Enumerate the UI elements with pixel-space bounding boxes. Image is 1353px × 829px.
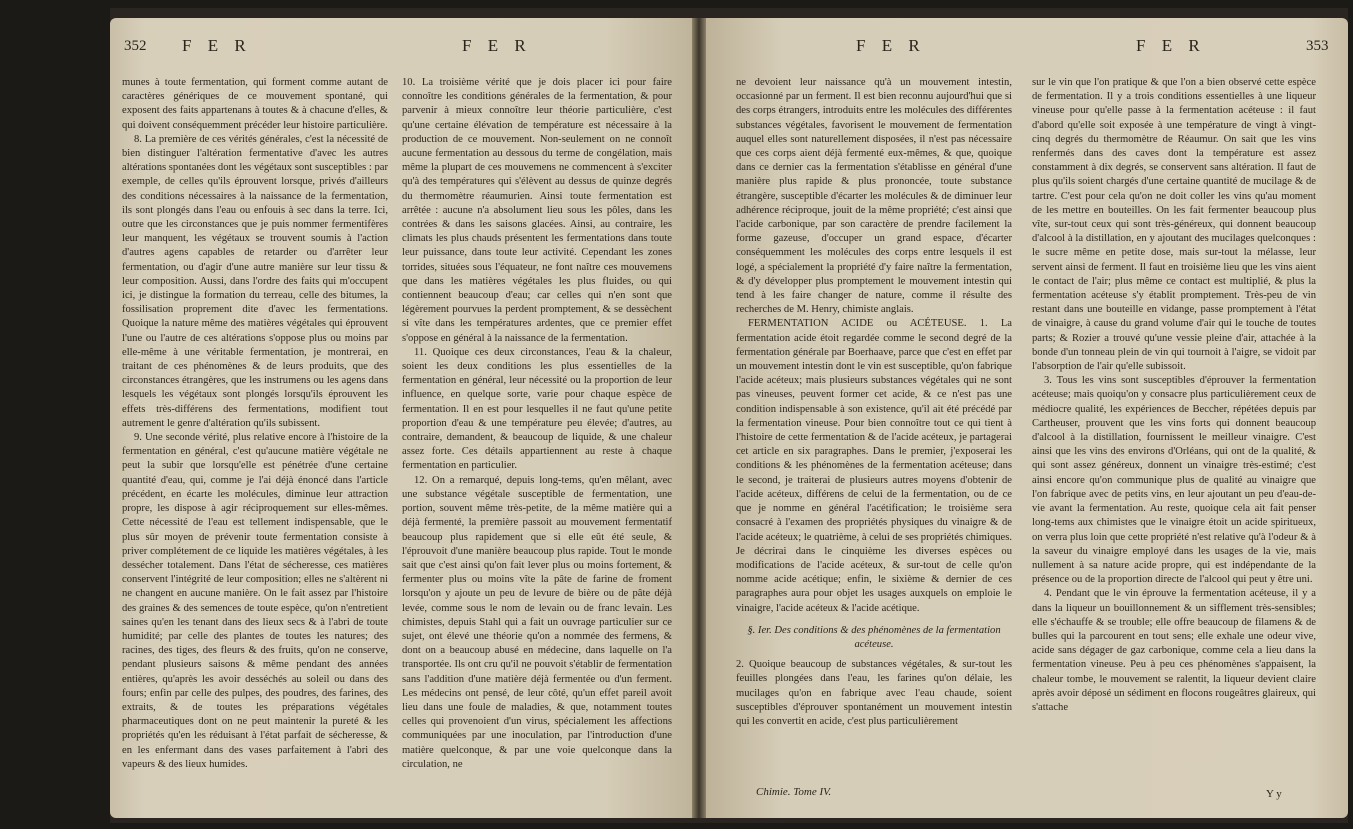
right-running-head-2: F E R [1136,36,1206,55]
paragraph: 2. Quoique beaucoup de substances végétales, & sur-tout les feuilles plongées dans l'eau, les farines qu'on délaie, les mucilages qu'on en fabrique avec l'eau chaude, soient susceptibles d'éprouver spontanément un mouvement intestin qui les convertit en acide, c'est plus particulièrement [736,659,1012,727]
left-running-head-2: F E R [462,36,532,55]
paragraph: sur le vin que l'on pratique & que l'on a bien observé cette espèce de fermentation. Il y a trois conditions essentielles à une liqueur vineuse pour qu'elle passe à la fermentation acéteuse : il faut d'abord qu'elle soit exposée à une température de vingt à vingt-cinq degrés du thermomètre de Réaumur. On sait que les vins renfermés dans des caves dont la température est assez constamment à dix degrés, se conservent sans altération. Il faut de plus qu'ils soient chargés d'une certaine quantité de mucilage & de tartre. C'est pour cela qu'on ne doit coller les vins qu'au moment de les mettre en bouteilles. On les fait fermenter beaucoup plus vîte, sur-tout ceux qui sont très-généreux, qui donnent beaucoup d'alcool à la distillation, en y ajoutant des mucilages quelconques : le sucre même en petite dose, mais sur-tout la mélasse, leur servent ainsi de ferment. Il faut en troisième lieu que les vins aient le contact de l'air; plus même ce contact est multiplié, & plus la fermentation acéteuse s'y établit promptement. Très-peu de vin restant dans une bouteille en vidange, passe promptement à l'état de vinaigre, à cause du grand volume d'air qui le touche de toutes parts; & Rozier a trouvé qu'une vessie pleine d'air, attachée à la bonde d'un tonneau plein de vin qui tournoit à l'aigre, se vidoit par l'absorption de l'air qu'elle subissoit. [1032,77,1316,373]
section-heading: §. Ier. Des conditions & des phénomènes de la fermentation acéteuse. [747,624,1001,650]
left-column-1 [122,76,388,776]
left-page [110,18,692,818]
left-page-number: 352 [124,38,147,54]
paragraph: munes à toute fermentation, qui forment comme autant de caractères génériques de ce mouvement spontané, qui exposent des faits appartenans à toutes & à chacune d'elles, & qui doivent conséquemment précéder leur histoire particulière. [122,77,388,131]
right-page [706,18,1348,818]
book-spread [110,8,1348,823]
paragraph: ne devoient leur naissance qu'à un mouvement intestin, occasionné par un ferment. Il est bien reconnu aujourd'hui que si des corps étrangers, introduits entre les molécules des différentes substances végétales, favorisent le mouvement de fermentation auquel elles sont naturellement disposées, il n'est pas nécessaire que ces corps aient déjà fermenté eux-mêmes, & que, quoique dans ce dernier cas la fermentation s'établisse en général d'une manière plus rapide & plus prononcée, toute substance étrangère, susceptible d'écarter les molécules & de diminuer leur adhérence réciproque, jouit de la même propriété; c'est ainsi que l'acide carbonique, par son caractère de prendre facilement la forme gazeuse, d'occuper un grand espace, d'écarter conséquemment les molécules des corps entre lesquels il est logé, a spécialement la propriété d'y faire naître la fermentation, & d'y développer plus promptement le mouvement intestin qui tend à les faire changer de nature, comme il résulte des recherches de M. Henry, chimiste anglais. [736,77,1012,316]
right-column-2 [1032,76,1316,776]
signature-mark: Y y [1266,788,1282,800]
paragraph: 12. On a remarqué, depuis long-tems, qu'en mêlant, avec une substance végétale susceptible de fermentation, une portion, souvent même très-petite, de la même matière qui a déjà fermenté, la première passoit au mouvement fermentatif beaucoup plus rapidement que si elle eût été seule, & l'éprouvoit d'une manière beaucoup plus rapide. Tout le monde sait que c'est ainsi qu'on fait lever plus ou moins fortement, & fermenter plus ou moins vîte la pâte de farine de froment lorsqu'on y ajoute un peu de levure de bière ou de pâte déjà levée, comme sous le nom de levain ou de franc levain. Les chimistes, depuis Stahl qui a fait un ouvrage particulier sur ce sujet, ont élevé une théorie qu'on a nommée des fermens, & dont on a beaucoup abusé en médecine, dans laquelle on l'a transportée. Ils ont cru qu'il ne pouvoit s'établir de fermentation sans l'addition d'une matière déjà fermentée ou d'un ferment. Les médecins ont pensé, de leur côté, qu'un effet pareil avoit lieu dans une foule de maladies, & que, notamment toutes celles qui provenoient d'un virus, spécialement les affections communiquées par une inoculation, par l'introduction d'une matière quelconque, & par une voie quelconque dans la circulation, ne [402,474,672,770]
paragraph: 4. Pendant que le vin éprouve la fermentation acéteuse, il y a dans la liqueur un bouillonnement & un sifflement très-sensibles; elle s'échauffe & se trouble; elle offre beaucoup de filamens & de bulles qui la parcourent en tout sens; elle exhale une odeur vive, acide sans dégager de gaz carbonique, comme cela a lieu dans la fermentation vineuse. Peu à peu ces phénomènes s'appaisent, la chaleur tombe, le mouvement se ralentit, la liqueur devient claire après avoir déposé un sédiment en flocons rougeâtres glaireux, qui s'attache [1032,588,1316,713]
page-footer: Chimie. Tome IV. [756,786,832,798]
paragraph: FERMENTATION ACIDE ou ACÉTEUSE. 1. La fermentation acide étoit regardée comme le second degré de la fermentation générale par Boerhaave, parce que c'est en effet par un mouvement intestin dont le vin est susceptible, qu'on fabrique l'acide acéteux; mais plusieurs substances végétales qui ne sont pas vineuses, peuvent former cet acide, & ce n'est pas une condition indispensable à son existence, qu'il ait été précédé par la fermentation vineuse. Pour bien connoître tout ce qui tient à l'histoire de cette fermentation & de l'acide acéteux, je partagerai cet article en six paragraphes. Dans le premier, j'exposerai les conditions & les phénomènes de la fermentation acéteuse; dans le second, je traiterai de plusieurs autres moyens d'obtenir de l'acide acéteux, différens de celui de la fermentation, ou de ce que je nomme en général l'acétification; le troisième sera consacré à l'examen des propriétés physiques du vinaigre & de l'acide acéteux; le quatrième, à celui de ses propriétés chimiques. Je décrirai dans le cinquième les diverses espèces ou modifications de l'acide acéteux, & sur-tout de celle qu'on nomme acide acétique; enfin, le sixième & dernier de ces paragraphes aura pour objet les usages auxquels on emploie le vinaigre, l'acide acéteux & l'acide acétique. [736,318,1012,614]
right-running-head: F E R [856,36,926,55]
book-gutter [692,18,706,818]
paragraph: 11. Quoique ces deux circonstances, l'eau & la chaleur, soient les deux conditions les plus essentielles de la fermentation en général, leur nécessité ou la proportion de leur influence, en quelque sorte, varie pour chaque espèce de fermentation. Il en est pour lesquelles il ne faut qu'une petite proportion d'eau & une température peu élevée; d'autres, au contraire, demandent, & beaucoup de liquide, & une chaleur assez forte. Ces détails appartiennent au reste à chaque fermentation en particulier. [402,346,672,472]
right-page-number: 353 [1306,38,1329,54]
left-running-head: F E R [182,36,252,55]
paragraph: 8. La première de ces vérités générales, c'est la nécessité de bien distinguer l'altération fermentative d'avec les autres altérations spontanées dont les végétaux sont susceptibles : par exemple, de celles qu'ils éprouvent lorsque, privés d'ailleurs des conditions nécessaires à la naissance de la fermentation, ils sont plongés dans l'eau ou enfouis à sec dans la terre. Ici, outre que les circonstances que je puis nommer fermentifères leur manquent, les végétaux se trouvent soumis à l'action d'autres agens capables de retarder ou d'arrêter leur fermentation, ou d'agir d'une autre manière sur leur tissu & leur composition. Aussi, dans l'ordre des faits qui m'occupent ici, je distingue la formation du terreau, celle des bitumes, la fossilisation proprement dite d'avec les fermentations. Quoique la nature même des matières végétales qui éprouvent l'une ou l'autre de ces altérations s'oppose plus ou moins par elle-même à une véritable fermentation, je montrerai, en traitant de ces phénomènes & de leurs produits, que des circonstances étrangères, que les instrumens ou les agens dans lesquels les végétaux sont plongés lorsqu'ils éprouvent les effets très-différens des fermentations, modifient tout autrement le genre d'altération qu'ils subissent. [122,133,388,429]
paragraph: 3. Tous les vins sont susceptibles d'éprouver la fermentation acéteuse; mais quoiqu'on y consacre plus particulièrement ceux de médiocre qualité, les expériences de Beccher, répétées depuis par Cartheuser, prouvent que les vins forts qui donnent beaucoup d'alcool à la distillation, fournissent le meilleur vinaigre. C'est ainsi que les vins des environs d'Orléans, qui ont de la qualité, & qui sont assez généreux, donnent un vinaigre très-estimé; c'est ainsi encore qu'on communique plus de qualité au vinaigre que l'on fabrique avec de petits vins, en leur ajoutant un peu d'eau-de-vie avant la fermentation. Au reste, quoique cela ait fait penser long-tems aux chimistes que le vinaigre étoit un acide spiritueux, on verra plus loin que cette propriété n'est relative qu'à l'odeur & à la saveur du vinaigre employé dans les usages de la vie, mais nullement à sa nature acide propre, qui est indépendante de la présence ou de la proportion directe de l'alcool qui peut y être uni. [1032,375,1316,586]
paragraph: 9. Une seconde vérité, plus relative encore à l'histoire de la fermentation en général, c'est qu'aucune matière végétale ne peut la subir que lorsqu'elle est pénétrée d'une certaine quantité d'eau, qui, comme je l'ai déjà énoncé dans l'article précédent, en écarte les molécules, diminue leur attraction propre, les dispose à agir réciproquement sur elles-mêmes. Cette nécessité de l'eau est tellement indispensable, que le plus sûr moyen de prévenir toute fermentation consiste à priver complétement de ce liquide les matières végétales, à les dessécher totalement. Dans l'état de sécheresse, ces matières conservent l'intégrité de leur composition; elles ne s'altèrent ni ne changent en aucune manière. On le fait assez par l'histoire des graines & des semences de toute espèce, qu'on n'entretient saines qu'en les tenant dans des lieux secs & à l'abri de toute humidité; par celle des plantes de toutes les natures; des racines, des tiges, des fleurs & des fruits, qu'on ne conserve, pendant plusieurs saisons & même pendant des années entières, qu'après les avoir desséchés au soleil ou dans des fours; enfin par celle des pulpes, des poudres, des farines, des extraits, & de toutes les préparations végétales pharmaceutiques dont on ne peut maintenir la pureté & les propriétés qu'en les réduisant à l'état parfait de sécheresse, & en les enfermant dans des vases parfaitement à l'abri des vapeurs & des lieux humides. [122,432,388,770]
right-column-1 [736,76,1012,776]
paragraph: 10. La troisième vérité que je dois placer ici pour faire connoître les conditions générales de la fermentation, & pour parvenir à mieux connoître leur théorie particulière, c'est qu'une certaine élévation de température est nécessaire à la production de ce mouvement. Non-seulement on ne connoît aucune fermentation au dessous du terme de congélation, mais même la plupart de ces mouvemens ne commencent à s'exciter qu'à des températures qui s'élèvent au dessus de quinze degrés du thermomètre réaumurien. Ainsi toute fermentation est arrêtée : aucune n'a absolument lieu sous les pôles, dans les contrées & dans les saisons glacées. Ainsi, au contraire, les climats les plus chauds présentent les fermentations dans toute leur puissance, dans toute leur activité. Cependant les zones torrides, situées sous l'équateur, ne font naître ces mouvemens que dans les matières végétales les plus fluides, ou qui contiennent beaucoup d'eau; car celles qui n'en sont que légèrement pourvues la perdent promptement, & se dessèchent si vîte dans les températures ardentes, que ce premier effet s'oppose en général à la naissance de la fermentation. [402,77,672,344]
left-column-2 [402,76,672,776]
